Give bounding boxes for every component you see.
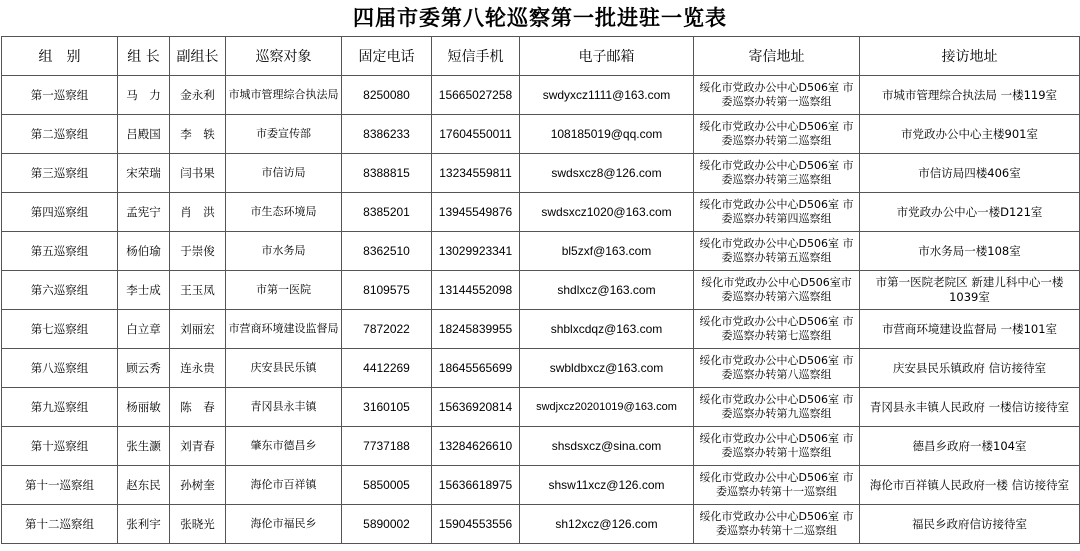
table-row xyxy=(2,154,1080,193)
cell-phone: 7737188 xyxy=(342,427,432,466)
cell-deputy: 刘青春 xyxy=(170,427,226,466)
header-group: 组 别 xyxy=(2,37,118,76)
cell-visit-address: 市信访局四楼406室 xyxy=(860,154,1080,193)
cell-deputy: 陈 春 xyxy=(170,388,226,427)
table-row xyxy=(2,232,1080,271)
cell-mobile: 13234559811 xyxy=(432,154,520,193)
header-visit-address: 接访地址 xyxy=(860,37,1080,76)
cell-visit-address: 海伦市百祥镇人民政府一楼 信访接待室 xyxy=(860,466,1080,505)
cell-group: 第九巡察组 xyxy=(2,388,118,427)
cell-mail-address: 绥化市党政办公中心D506室 市委巡察办转第二巡察组 xyxy=(694,115,860,154)
cell-email: shsw11xcz@126.com xyxy=(520,466,694,505)
cell-target: 市第一医院 xyxy=(226,271,342,310)
cell-target: 市城市管理综合执法局 xyxy=(226,76,342,115)
cell-leader: 赵东民 xyxy=(118,466,170,505)
cell-mail-address: 绥化市党政办公中心D506室 市委巡察办转第十二巡察组 xyxy=(694,505,860,544)
cell-leader: 宋荣瑞 xyxy=(118,154,170,193)
cell-phone: 8362510 xyxy=(342,232,432,271)
cell-phone: 8109575 xyxy=(342,271,432,310)
cell-visit-address: 市营商环境建设监督局 一楼101室 xyxy=(860,310,1080,349)
cell-email: swdsxcz1020@163.com xyxy=(520,193,694,232)
cell-group: 第一巡察组 xyxy=(2,76,118,115)
cell-mail-address: 绥化市党政办公中心D506室 市委巡察办转第一巡察组 xyxy=(694,76,860,115)
cell-visit-address: 市党政办公中心一楼D121室 xyxy=(860,193,1080,232)
table-row xyxy=(2,271,1080,310)
cell-leader: 吕殿国 xyxy=(118,115,170,154)
cell-deputy: 孙树奎 xyxy=(170,466,226,505)
cell-mobile: 15904553556 xyxy=(432,505,520,544)
table-row xyxy=(2,193,1080,232)
cell-email: swdjxcz20201019@163.com xyxy=(520,388,694,427)
cell-leader: 孟宪宁 xyxy=(118,193,170,232)
cell-group: 第六巡察组 xyxy=(2,271,118,310)
cell-leader: 白立章 xyxy=(118,310,170,349)
cell-mail-address: 绥化市党政办公中心D506室 市委巡察办转第四巡察组 xyxy=(694,193,860,232)
header-deputy: 副组长 xyxy=(170,37,226,76)
table-row xyxy=(2,427,1080,466)
cell-mail-address: 绥化市党政办公中心D506室 市委巡察办转第十巡察组 xyxy=(694,427,860,466)
table-row xyxy=(2,505,1080,544)
cell-mobile: 15636920814 xyxy=(432,388,520,427)
cell-mail-address: 绥化市党政办公中心D506室 市委巡察办转第八巡察组 xyxy=(694,349,860,388)
cell-email: shdlxcz@163.com xyxy=(520,271,694,310)
cell-email: sh12xcz@126.com xyxy=(520,505,694,544)
cell-mail-address: 绥化市党政办公中心D506室 市委巡察办转第七巡察组 xyxy=(694,310,860,349)
table-row xyxy=(2,388,1080,427)
cell-mail-address: 绥化市党政办公中心D506室 市委巡察办转第三巡察组 xyxy=(694,154,860,193)
cell-mail-address: 绥化市党政办公中心D506室 市委巡察办转第十一巡察组 xyxy=(694,466,860,505)
cell-phone: 8385201 xyxy=(342,193,432,232)
cell-leader: 李士成 xyxy=(118,271,170,310)
table-row xyxy=(2,349,1080,388)
cell-deputy: 连永贵 xyxy=(170,349,226,388)
cell-group: 第十一巡察组 xyxy=(2,466,118,505)
cell-mobile: 13284626610 xyxy=(432,427,520,466)
cell-deputy: 闫书果 xyxy=(170,154,226,193)
cell-deputy: 张晓光 xyxy=(170,505,226,544)
cell-visit-address: 青冈县永丰镇人民政府 一楼信访接待室 xyxy=(860,388,1080,427)
cell-target: 青冈县永丰镇 xyxy=(226,388,342,427)
table-row xyxy=(2,466,1080,505)
header-target: 巡察对象 xyxy=(226,37,342,76)
cell-target: 海伦市百祥镇 xyxy=(226,466,342,505)
cell-visit-address: 市第一医院老院区 新建儿科中心一楼1039室 xyxy=(860,271,1080,310)
cell-leader: 杨伯瑜 xyxy=(118,232,170,271)
cell-visit-address: 庆安县民乐镇政府 信访接待室 xyxy=(860,349,1080,388)
cell-mobile: 13029923341 xyxy=(432,232,520,271)
header-row xyxy=(2,37,1080,76)
cell-target: 市委宣传部 xyxy=(226,115,342,154)
cell-email: bl5zxf@163.com xyxy=(520,232,694,271)
cell-target: 市信访局 xyxy=(226,154,342,193)
cell-phone: 5890002 xyxy=(342,505,432,544)
page-title: 四届市委第八轮巡察第一批进驻一览表 xyxy=(353,5,727,30)
cell-visit-address: 市党政办公中心主楼901室 xyxy=(860,115,1080,154)
cell-email: swdsxcz8@126.com xyxy=(520,154,694,193)
cell-target: 市生态环境局 xyxy=(226,193,342,232)
cell-mobile: 18645565699 xyxy=(432,349,520,388)
cell-deputy: 王玉凤 xyxy=(170,271,226,310)
cell-mobile: 17604550011 xyxy=(432,115,520,154)
cell-deputy: 于崇俊 xyxy=(170,232,226,271)
cell-phone: 8388815 xyxy=(342,154,432,193)
cell-phone: 7872022 xyxy=(342,310,432,349)
cell-email: shblxcdqz@163.com xyxy=(520,310,694,349)
cell-leader: 杨丽敏 xyxy=(118,388,170,427)
table-row xyxy=(2,115,1080,154)
cell-visit-address: 市水务局一楼108室 xyxy=(860,232,1080,271)
cell-email: swbldbxcz@163.com xyxy=(520,349,694,388)
cell-deputy: 肖 洪 xyxy=(170,193,226,232)
header-email: 电子邮箱 xyxy=(520,37,694,76)
cell-group: 第八巡察组 xyxy=(2,349,118,388)
cell-target: 庆安县民乐镇 xyxy=(226,349,342,388)
cell-mail-address: 绥化市党政办公中心D506室市委巡察办转第六巡察组 xyxy=(694,271,860,310)
cell-phone: 3160105 xyxy=(342,388,432,427)
cell-mail-address: 绥化市党政办公中心D506室 市委巡察办转第九巡察组 xyxy=(694,388,860,427)
cell-mobile: 18245839955 xyxy=(432,310,520,349)
header-phone: 固定电话 xyxy=(342,37,432,76)
cell-mail-address: 绥化市党政办公中心D506室 市委巡察办转第五巡察组 xyxy=(694,232,860,271)
cell-target: 市水务局 xyxy=(226,232,342,271)
cell-group: 第十二巡察组 xyxy=(2,505,118,544)
cell-phone: 4412269 xyxy=(342,349,432,388)
header-mail-address: 寄信地址 xyxy=(694,37,860,76)
cell-target: 海伦市福民乡 xyxy=(226,505,342,544)
cell-deputy: 刘丽宏 xyxy=(170,310,226,349)
cell-leader: 顾云秀 xyxy=(118,349,170,388)
cell-group: 第四巡察组 xyxy=(2,193,118,232)
cell-deputy: 金永利 xyxy=(170,76,226,115)
header-leader: 组 长 xyxy=(118,37,170,76)
inspection-table xyxy=(1,36,1080,544)
cell-leader: 马 力 xyxy=(118,76,170,115)
cell-group: 第二巡察组 xyxy=(2,115,118,154)
cell-deputy: 李 轶 xyxy=(170,115,226,154)
cell-leader: 张利宇 xyxy=(118,505,170,544)
cell-visit-address: 德昌乡政府一楼104室 xyxy=(860,427,1080,466)
cell-group: 第三巡察组 xyxy=(2,154,118,193)
table-row xyxy=(2,76,1080,115)
cell-leader: 张生灏 xyxy=(118,427,170,466)
cell-target: 市营商环境建设监督局 xyxy=(226,310,342,349)
cell-mobile: 15636618975 xyxy=(432,466,520,505)
cell-group: 第五巡察组 xyxy=(2,232,118,271)
header-mobile: 短信手机 xyxy=(432,37,520,76)
cell-group: 第十巡察组 xyxy=(2,427,118,466)
cell-phone: 8250080 xyxy=(342,76,432,115)
table-row xyxy=(2,310,1080,349)
cell-phone: 5850005 xyxy=(342,466,432,505)
cell-mobile: 15665027258 xyxy=(432,76,520,115)
cell-email: swdyxcz1111@163.com xyxy=(520,76,694,115)
cell-phone: 8386233 xyxy=(342,115,432,154)
cell-visit-address: 福民乡政府信访接待室 xyxy=(860,505,1080,544)
cell-email: 108185019@qq.com xyxy=(520,115,694,154)
cell-target: 肇东市德昌乡 xyxy=(226,427,342,466)
cell-email: shsdsxcz@sina.com xyxy=(520,427,694,466)
cell-mobile: 13945549876 xyxy=(432,193,520,232)
cell-group: 第七巡察组 xyxy=(2,310,118,349)
cell-mobile: 13144552098 xyxy=(432,271,520,310)
cell-visit-address: 市城市管理综合执法局 一楼119室 xyxy=(860,76,1080,115)
